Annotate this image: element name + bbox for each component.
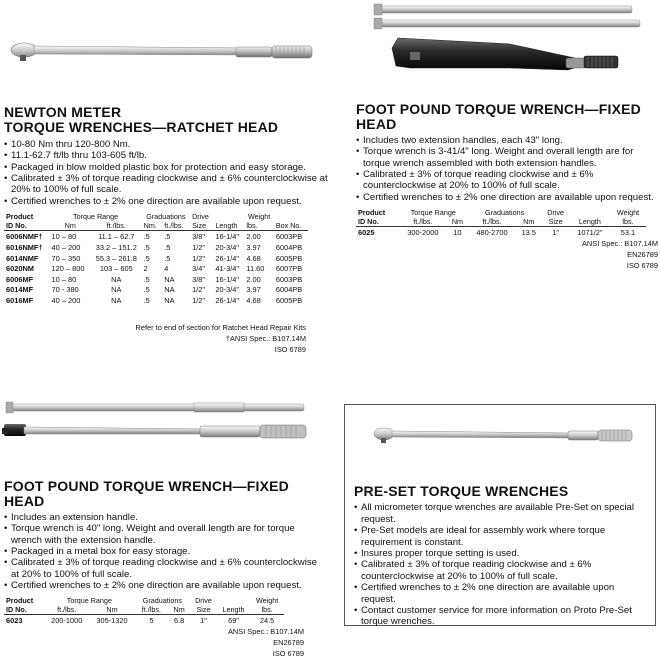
cell: 33.2 – 151.2 — [95, 242, 137, 252]
cell: 2 — [143, 264, 148, 274]
feature-item: • Includes two extension handles, each 43" long. — [356, 135, 656, 146]
feature-item: • Packaged in a metal box for easy storage. — [4, 546, 324, 557]
cell: 2.00 — [246, 274, 261, 284]
spec-table — [356, 208, 646, 237]
col-header: ft./lbs. — [135, 605, 169, 615]
cell: .5 — [143, 295, 150, 305]
col-header: Nm — [516, 217, 541, 227]
cell: 6004PB — [275, 242, 303, 252]
ratchet-torque-wrench-image — [6, 36, 326, 76]
cell: 1/2" — [192, 285, 205, 295]
cell: 6014MF — [6, 285, 34, 295]
cell: 24.5 — [259, 615, 275, 625]
feature-item: • Pre-Set models are ideal for assembly work where torque requirement is constant. — [354, 525, 650, 548]
cell: 6003PB — [275, 274, 303, 284]
note-repair-kits: Refer to end of section for Ratchet Head Repair Kits — [135, 323, 306, 332]
cell: 300-2000 — [407, 228, 439, 238]
cell: 26-1/4" — [215, 253, 239, 263]
col-header: Length — [570, 217, 610, 227]
feature-item: • Includes an extension handle. — [4, 512, 324, 523]
cell: 53.1 — [620, 228, 636, 238]
section-title: PRE-SET TORQUE WRENCHES — [354, 483, 569, 499]
note-ansi: ANSI Spec.: B107.14M — [582, 239, 658, 248]
table-row — [4, 614, 284, 625]
table-row — [4, 284, 308, 295]
newton-meter-section — [4, 105, 334, 305]
cell: 1071/2" — [577, 228, 603, 238]
cell: .5 — [143, 274, 150, 284]
col-header: ft./lbs. — [44, 605, 89, 615]
col-header: Graduations — [485, 208, 525, 218]
cell: .5 — [143, 242, 150, 252]
col-header: Length — [213, 221, 244, 231]
note-ansi: †ANSI Spec.: B107.14M — [225, 334, 306, 343]
cell: 20-3/4" — [215, 242, 239, 252]
cell: 6006NMF† — [6, 232, 43, 242]
cell: 20-3/4" — [215, 285, 239, 295]
note-iso: ISO 6789 — [626, 261, 658, 270]
cell: 70 – 350 — [51, 253, 81, 263]
col-header: Length — [217, 605, 250, 615]
col-header: ft./lbs. — [91, 221, 142, 231]
table-row — [4, 241, 308, 252]
cell: 6020NM — [6, 264, 34, 274]
cell: 16-1/4" — [215, 274, 239, 284]
cell: 6016MF — [6, 295, 34, 305]
section-notes — [520, 238, 658, 271]
cell: NA — [164, 285, 175, 295]
cell: NA — [164, 295, 175, 305]
col-header: ID No. — [356, 217, 399, 227]
note-iso: ISO 6789 — [272, 649, 304, 658]
table-row — [4, 252, 308, 263]
table-row — [4, 294, 308, 305]
note-ansi: ANSI Spec.: B107.14M — [228, 627, 304, 636]
feature-item: • Torque wrench is 40" long. Weight and overall length are for torque wrench with the extension handle. — [4, 523, 324, 546]
cell: 3/8" — [192, 232, 205, 242]
fixed-head-wrench-extension-image — [4, 396, 324, 446]
col-header: Weight — [248, 212, 271, 222]
feature-list — [4, 139, 334, 207]
feature-list — [4, 512, 324, 592]
table-row — [4, 263, 308, 274]
cell: 4 — [164, 264, 169, 274]
cell: 26-1/4" — [215, 295, 239, 305]
cell: 4.68 — [246, 253, 261, 263]
cell: NA — [111, 285, 122, 295]
cell: .5 — [164, 242, 171, 252]
cell: .5 — [164, 253, 171, 263]
cell: 2.00 — [246, 232, 261, 242]
cell: 55.3 – 261.8 — [95, 253, 137, 263]
cell: .5 — [143, 285, 150, 295]
note-en: EN26789 — [273, 638, 304, 647]
cell: 3.97 — [246, 285, 261, 295]
cell: 41-3/4" — [215, 264, 239, 274]
cell: 11.60 — [246, 264, 265, 274]
cell: 6023 — [6, 615, 23, 625]
feature-item: • Certified wrenches to ± 2% one direction are available upon request. — [4, 196, 334, 207]
feature-item: • Calibrated ± 3% of torque reading clockwise and ± 6% counterclockwise at 20% to 100% of full scale. — [354, 559, 650, 582]
cell: NA — [111, 295, 122, 305]
cell: 6005PB — [275, 295, 303, 305]
cell: 305-1320 — [96, 615, 128, 625]
fixed-head-section-two-extensions — [356, 102, 656, 237]
col-header: Size — [190, 605, 217, 615]
cell: 13.5 — [521, 228, 536, 238]
col-header: Box No. — [274, 221, 308, 231]
section-notes — [100, 322, 306, 355]
spec-table — [4, 212, 308, 305]
spec-table — [4, 596, 284, 625]
feature-list — [354, 502, 650, 627]
cell: 1/2" — [192, 242, 205, 252]
col-header: Weight — [616, 208, 640, 218]
feature-item: • Torque wrench is 3-41/4" long. Weight and overall length are for torque wrench assembled with both extension handles. — [356, 146, 656, 169]
feature-item: • Certified wrenches to ± 2% one direction are available upon request. — [356, 192, 656, 203]
section-title: FOOT POUND TORQUE WRENCH—FIXED HEAD — [4, 478, 289, 510]
cell: NA — [111, 274, 122, 284]
feature-item: • Insures proper torque setting is used. — [354, 548, 650, 559]
col-header: ft./lbs. — [399, 217, 447, 227]
col-header: lbs. — [250, 605, 284, 615]
cell: .5 — [143, 232, 150, 242]
cell: 69" — [228, 615, 239, 625]
col-header: ft./lbs. — [468, 217, 516, 227]
col-header: Product — [6, 212, 34, 222]
cell: 40 – 200 — [51, 242, 81, 252]
cell: 6025 — [358, 228, 375, 238]
section-title-line2: TORQUE WRENCHES—RATCHET HEAD — [4, 119, 279, 136]
table-row — [4, 273, 308, 284]
fixed-head-wrench-two-extensions-image — [370, 2, 655, 82]
cell: .5 — [143, 253, 150, 263]
col-header: Size — [190, 221, 213, 231]
section-title-line1: NEWTON METER — [4, 104, 122, 120]
cell: 4.68 — [246, 295, 261, 305]
note-iso: ISO 6789 — [274, 345, 306, 354]
cell: 6014NMF — [6, 253, 39, 263]
cell: 6003PB — [275, 232, 303, 242]
feature-item: • 11.1-62.7 ft/lb thru 103-605 ft/lb. — [4, 150, 334, 161]
section-title: FOOT POUND TORQUE WRENCH—FIXED HEAD — [356, 101, 641, 133]
col-header: lbs. — [610, 217, 646, 227]
col-header: Drive — [195, 595, 212, 605]
col-header: Nm. — [142, 221, 163, 231]
col-header: Product — [6, 595, 34, 605]
col-header: Torque Range — [410, 208, 456, 218]
cell: 3/4" — [192, 264, 205, 274]
cell: 1/2" — [192, 253, 205, 263]
col-header: Graduations — [142, 595, 182, 605]
section-notes — [166, 626, 304, 659]
cell: NA — [164, 274, 175, 284]
col-header: Torque Range — [66, 595, 112, 605]
table-row — [4, 231, 308, 242]
feature-item: • 10-80 Nm thru 120-800 Nm. — [4, 139, 334, 150]
cell: 10 – 80 — [51, 232, 77, 242]
col-header: lbs. — [244, 221, 273, 231]
cell: 6006MF — [6, 274, 34, 284]
cell: 10 – 80 — [51, 274, 77, 284]
feature-item: • Certified wrenches to ± 2% one direction are available upon request. — [4, 580, 324, 591]
col-header: Graduations — [146, 212, 186, 222]
note-en: EN26789 — [627, 250, 658, 259]
cell: 3.97 — [246, 242, 261, 252]
cell: 11.1 – 62.7 — [98, 232, 135, 242]
col-header: Nm — [168, 605, 190, 615]
col-header: ID No. — [4, 605, 44, 615]
feature-item: • Certified wrenches to ± 2% one direction are available upon request. — [354, 582, 650, 605]
cell: 103 – 605 — [99, 264, 133, 274]
cell: 6005PB — [275, 253, 303, 263]
cell: 6.8 — [173, 615, 185, 625]
feature-item: • Calibrated ± 3% of torque reading clockwise and ± 6% counterclockwise at 20% to 100% of full scale. — [4, 557, 324, 580]
cell: 70 - 380 — [51, 285, 79, 295]
col-header: ft./lbs. — [162, 221, 190, 231]
col-header: Nm — [447, 217, 468, 227]
fixed-head-section-one-extension — [4, 479, 324, 625]
cell: 1/2" — [192, 295, 205, 305]
cell: 200-1000 — [51, 615, 83, 625]
cell: 40 – 200 — [51, 295, 81, 305]
cell: 16-1/4" — [215, 232, 239, 242]
feature-list — [356, 135, 656, 203]
col-header: ID No. — [4, 221, 50, 231]
feature-item: • Packaged in blow molded plastic box for protection and easy storage. — [4, 162, 334, 173]
cell: 1" — [200, 615, 207, 625]
cell: 5 — [149, 615, 154, 625]
col-header: Size — [541, 217, 569, 227]
preset-section — [354, 484, 650, 628]
cell: 3/8" — [192, 274, 205, 284]
cell: 6016NMF† — [6, 242, 43, 252]
cell: 6004PB — [275, 285, 303, 295]
cell: 10 — [453, 228, 462, 238]
col-header: Product — [358, 208, 386, 218]
cell: 120 – 800 — [51, 264, 85, 274]
col-header: Weight — [255, 595, 279, 605]
feature-item: • Calibrated ± 3% of torque reading clockwise and ± 6% counterclockwise at 20% to 100% of full scale. — [356, 169, 656, 192]
cell: 480-2700 — [476, 228, 508, 238]
cell: .5 — [164, 232, 171, 242]
table-row — [356, 227, 646, 238]
col-header: Nm — [50, 221, 91, 231]
feature-item: • Calibrated ± 3% of torque reading clockwise and ± 6% counterclockwise at 20% to 100% of full scale. — [4, 173, 334, 196]
cell: 1" — [552, 228, 559, 238]
feature-item: • All micrometer torque wrenches are available Pre-Set on special request. — [354, 502, 650, 525]
col-header: Drive — [192, 212, 209, 222]
col-header: Nm — [89, 605, 134, 615]
col-header: Drive — [547, 208, 564, 218]
feature-item: • Contact customer service for more information on Proto Pre-Set torque wrenches. — [354, 605, 650, 628]
col-header: Torque Range — [73, 212, 119, 222]
cell: 6007PB — [275, 264, 303, 274]
